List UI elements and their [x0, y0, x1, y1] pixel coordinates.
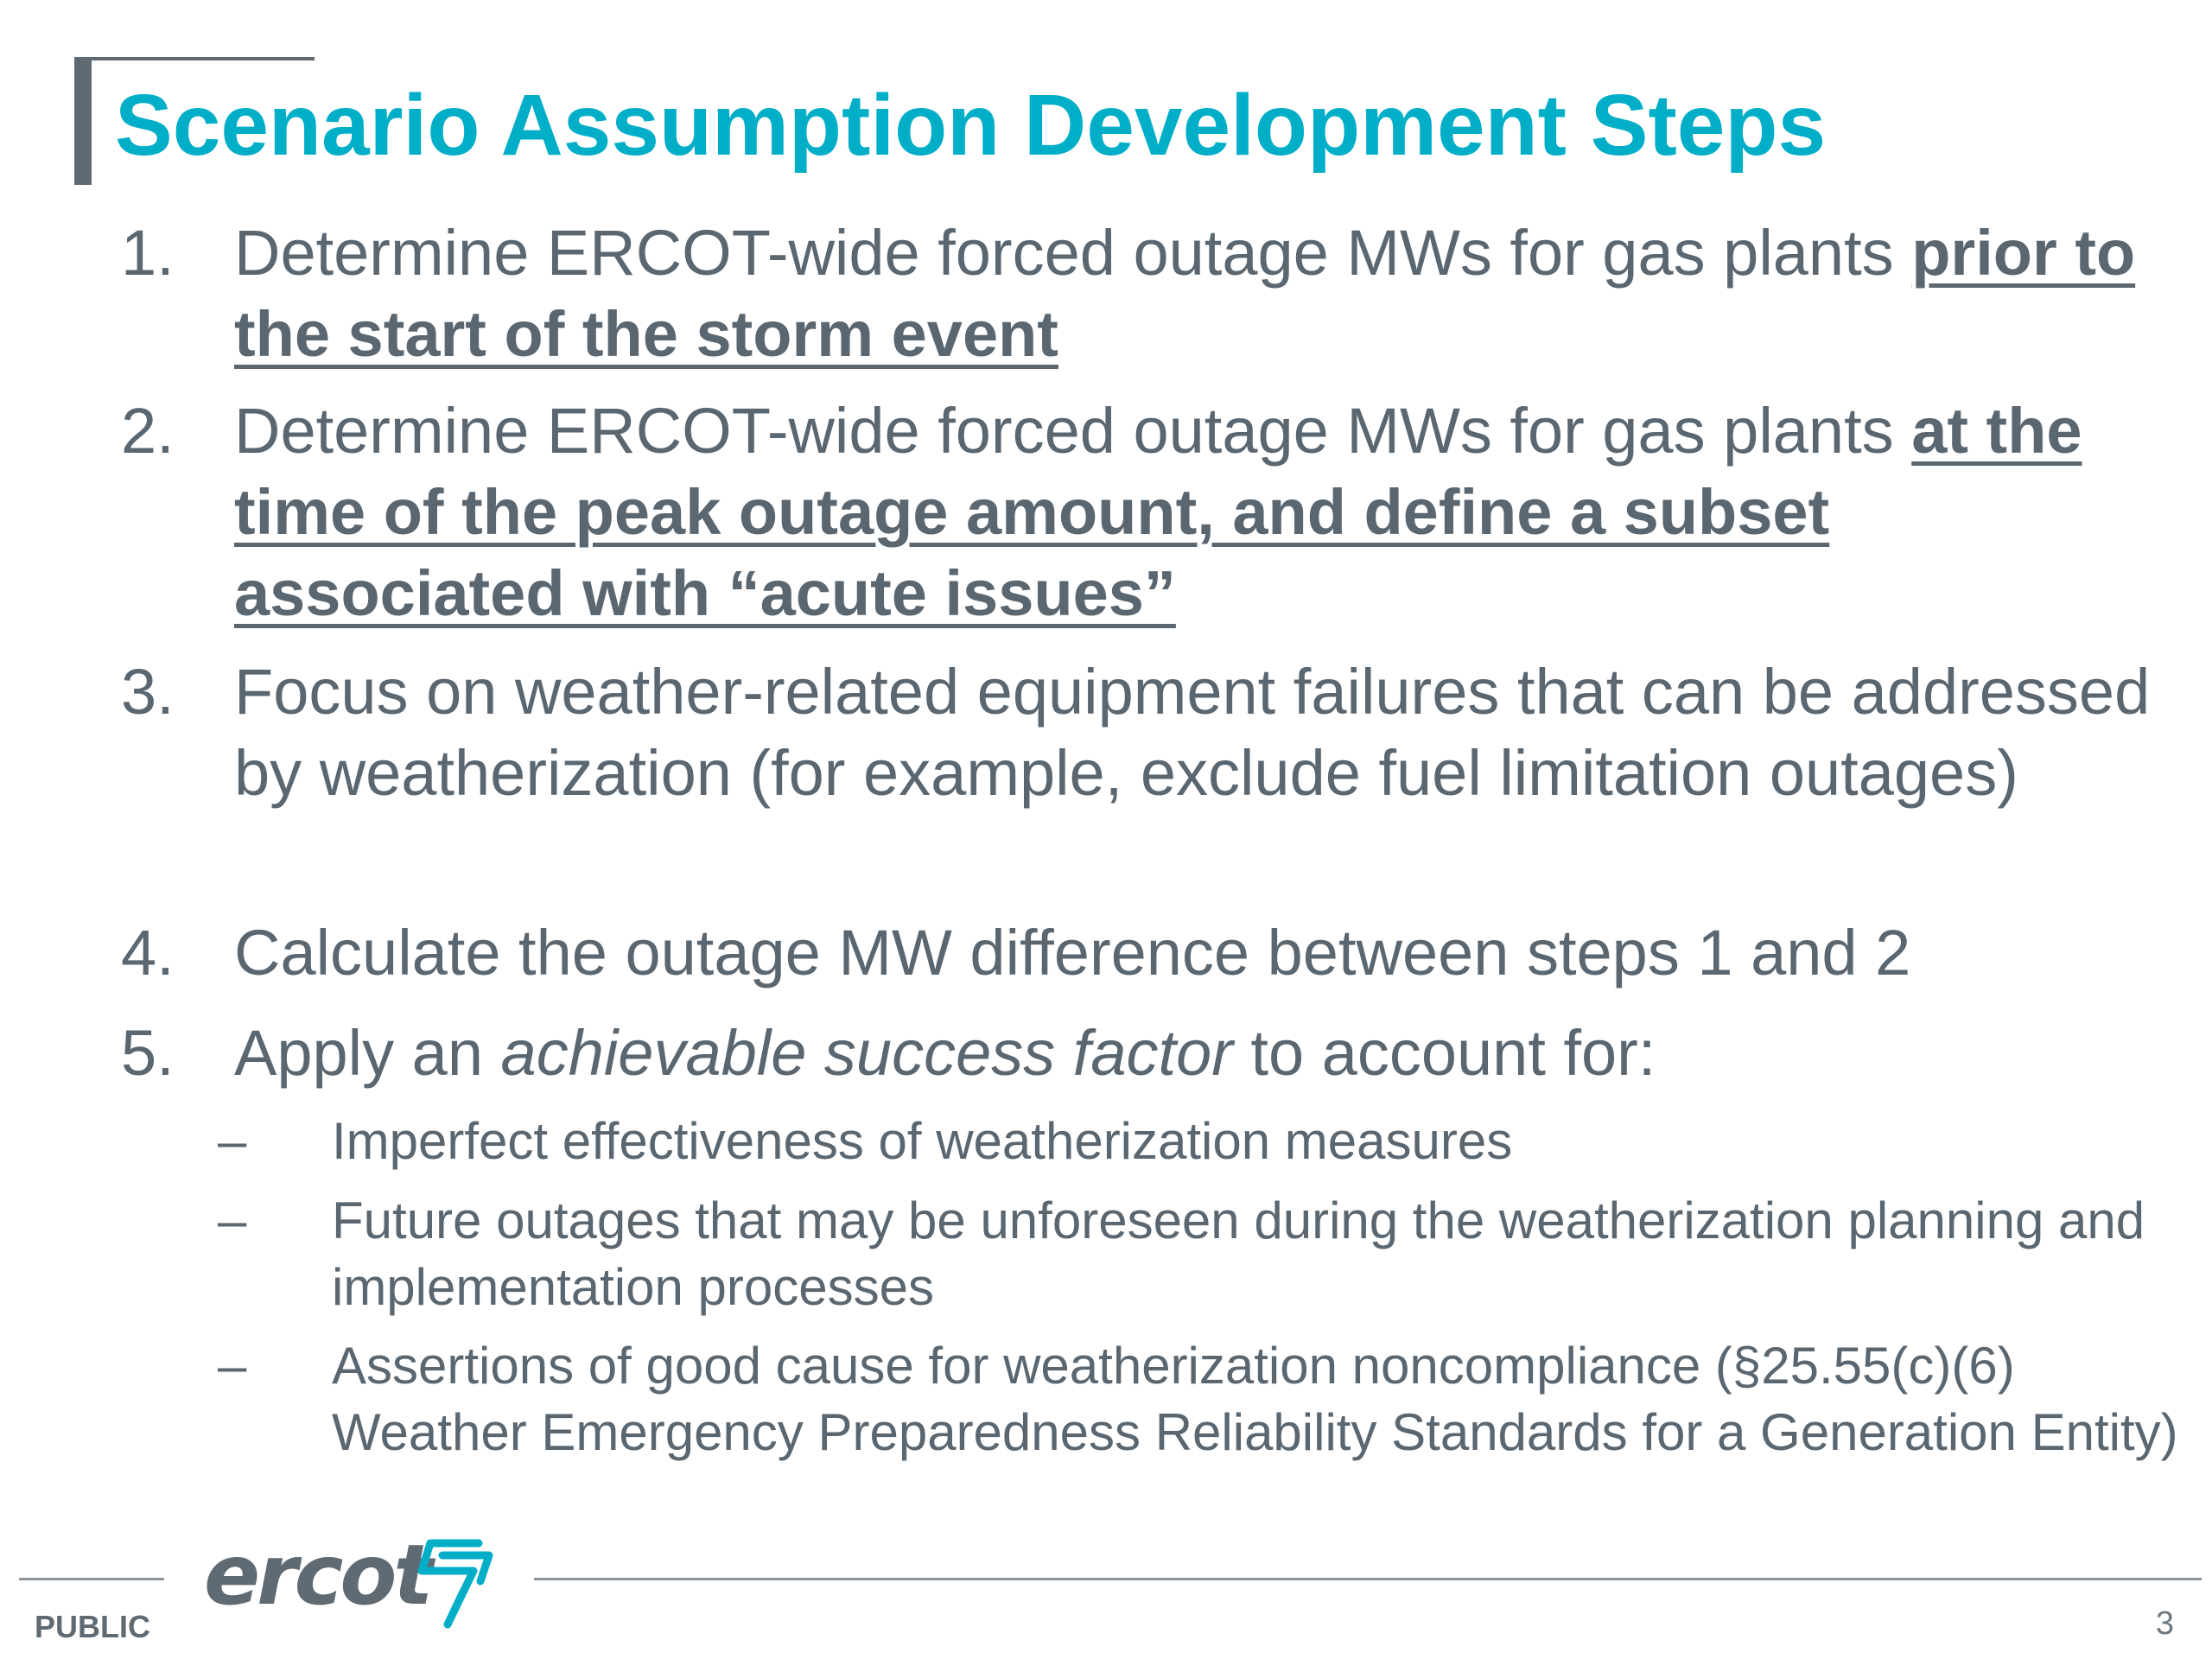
step-number: 5. [121, 1017, 175, 1089]
step-number: 2. [121, 395, 175, 467]
step-number: 1. [121, 217, 175, 289]
logo-wordmark: ercot [204, 1527, 430, 1624]
dash-bullet: – [218, 1337, 247, 1395]
step-text [234, 391, 2170, 634]
step-text: Focus on weather-related equipment failures that can be addressed by weatherization (for example, exclude fuel limitation outages) [234, 656, 2151, 809]
page-title: Scenario Assumption Development Steps [115, 77, 1827, 174]
title-accent-bar [74, 57, 92, 185]
step-text-plain: Determine ERCOT-wide forced outage MWs for gas plants [234, 217, 1912, 289]
ercot-logo [204, 1521, 498, 1633]
step-text: Calculate the outage MW difference between steps 1 and 2 [234, 917, 1911, 988]
sub-item-text: Assertions of good cause for weatherization noncompliance (§25.55(c)(6) Weather Emergency Preparedness Reliability Standards for a Generation Entity) [332, 1337, 2178, 1461]
step-number: 3. [121, 656, 175, 728]
step-text-plain: Determine ERCOT-wide forced outage MWs for gas plants [234, 395, 1912, 467]
step-text [234, 1013, 2170, 1094]
page-number: 3 [2155, 1605, 2174, 1642]
sub-item-text: Future outages that may be unforeseen during the weatherization planning and implementation processes [332, 1192, 2145, 1316]
footer-rule-left [19, 1578, 164, 1580]
step-text-plain: Apply an [234, 1017, 501, 1089]
step-text-emphasis: at the time of the peak outage amount, and define a subset associated with “acute issues” [234, 395, 2082, 629]
step-text-emphasis: prior to the start of the storm event [234, 217, 2136, 370]
step-text-italic: achievable success factor [500, 1017, 1233, 1089]
step-text [234, 213, 2170, 375]
dash-bullet: – [218, 1192, 247, 1249]
step-number: 4. [121, 917, 175, 988]
footer-rule-right [534, 1578, 2202, 1580]
sub-item-text: Imperfect effectiveness of weatherization measures [332, 1112, 1513, 1170]
classification-label: PUBLIC [35, 1609, 150, 1644]
dash-bullet: – [218, 1112, 247, 1170]
title-accent-rule [74, 57, 315, 60]
lightning-bolt-icon [422, 1543, 489, 1624]
step-text-plain: to account for: [1232, 1017, 1656, 1089]
